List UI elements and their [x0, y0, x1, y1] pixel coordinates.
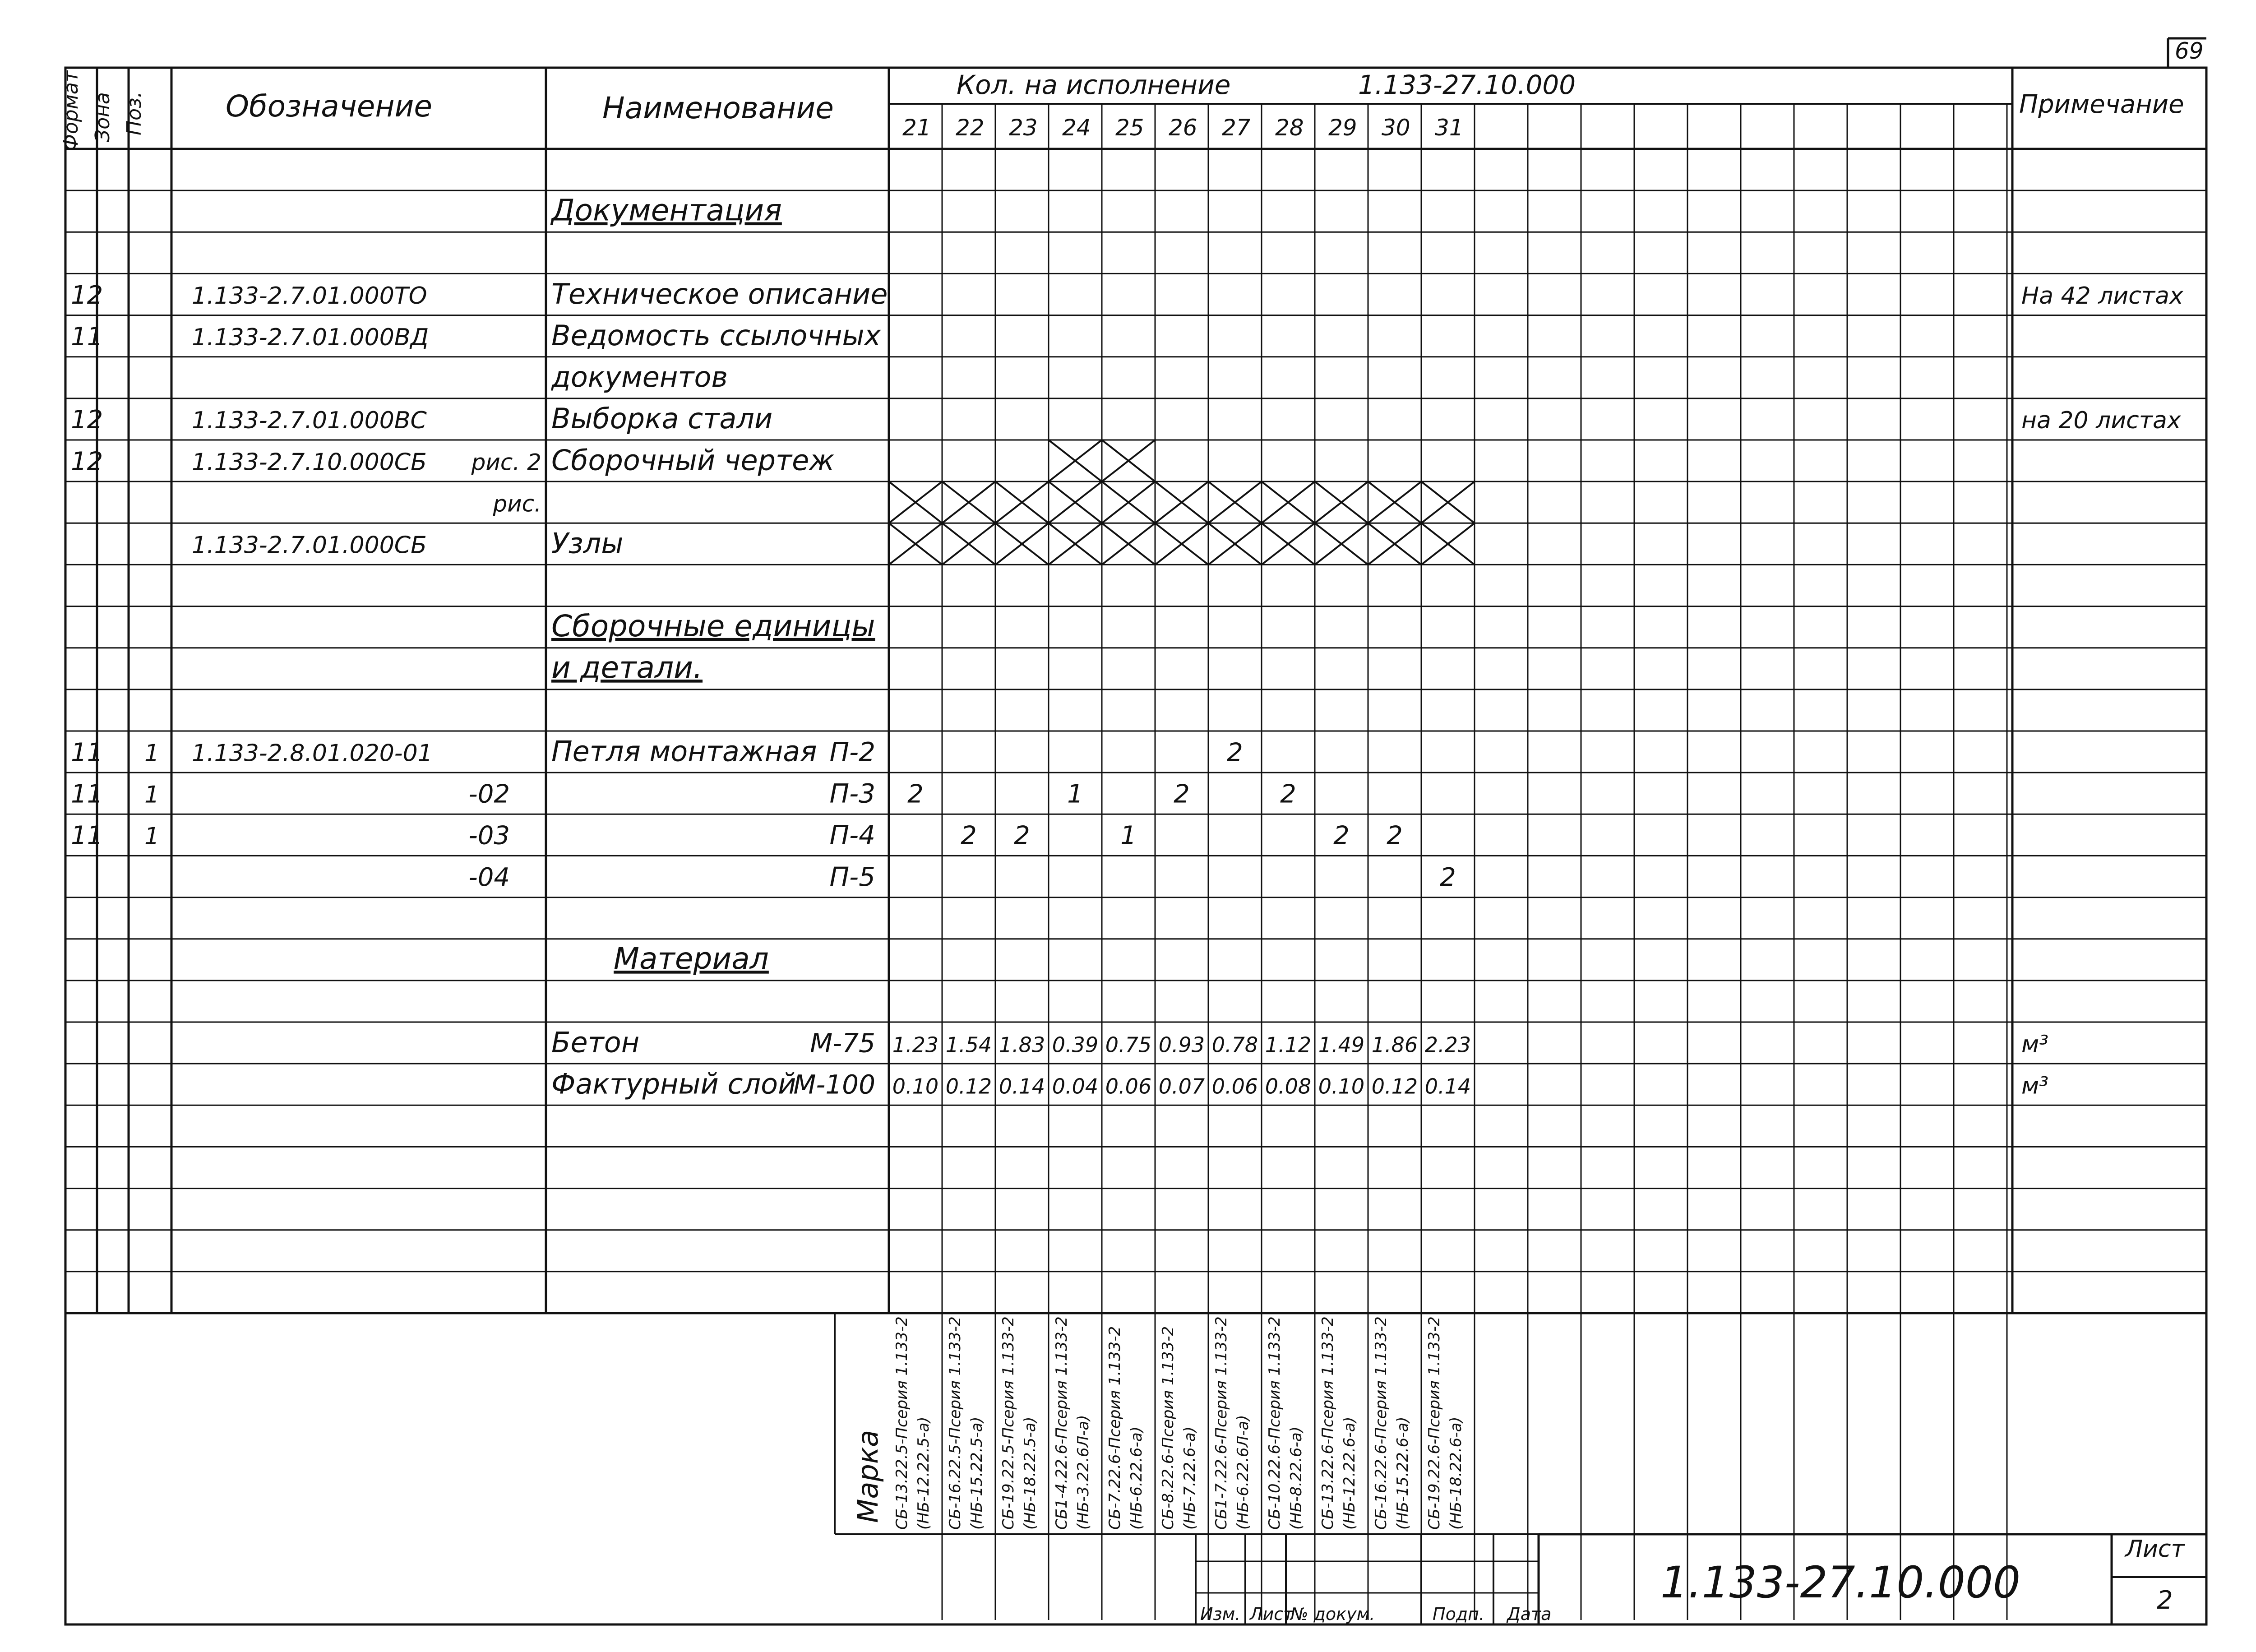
qty-cell: 0.14: [1424, 1074, 1471, 1099]
qty-cell: 2: [1174, 779, 1190, 809]
section-heading: и детали.: [551, 650, 703, 685]
row-format: 12: [71, 280, 103, 310]
variant-header: 21: [902, 115, 931, 141]
qty-cell: 0.75: [1105, 1032, 1152, 1057]
qty-cell: 0.10: [1318, 1074, 1365, 1099]
header-note: Примечание: [2019, 90, 2184, 119]
qty-cell: 0.07: [1158, 1074, 1205, 1099]
row-note: м³: [2021, 1072, 2049, 1100]
variant-headers: [902, 115, 1464, 141]
header-designation: Обозначение: [226, 89, 432, 124]
marka-entry: (НБ-12.22.6-а): [1341, 1416, 1359, 1530]
row-designation: -02: [468, 779, 510, 809]
marka-entry: СБ-10.22.6-Псерия 1.133-2: [1266, 1316, 1284, 1530]
variant-header: 24: [1062, 115, 1091, 141]
qty-cell: 2: [1333, 821, 1350, 851]
marka-entry: СБ1-4.22.6-Псерия 1.133-2: [1053, 1316, 1071, 1530]
qty-cell: 0.04: [1052, 1074, 1099, 1099]
variant-header: 31: [1435, 115, 1464, 141]
spec-rows: [71, 193, 2184, 1100]
marka-entry: (НБ-7.22.6-а): [1181, 1426, 1199, 1530]
row-position: 1: [144, 823, 160, 850]
row-designation: 1.133-2.7.01.000ТО: [192, 282, 427, 310]
row-note: на 20 листах: [2021, 407, 2181, 435]
row-designation: -03: [468, 821, 510, 851]
marka-entry: СБ-7.22.6-Псерия 1.133-2: [1106, 1326, 1124, 1530]
variant-header: 28: [1275, 115, 1304, 141]
qty-cell: 0.10: [892, 1074, 939, 1099]
row-format: 11: [71, 322, 103, 352]
row-name-mark: П-4: [829, 819, 875, 851]
stamp-list: Лист: [1250, 1604, 1294, 1624]
marka-entry: (НБ-3.22.6Л-а): [1074, 1415, 1092, 1530]
qty-cell: 0.78: [1211, 1032, 1258, 1057]
row-name: Ведомость ссылочных: [551, 319, 881, 352]
qty-cell: 0.06: [1211, 1074, 1258, 1099]
stamp-podp: Подп.: [1433, 1604, 1485, 1624]
marka-entry: СБ-19.22.5-Псерия 1.133-2: [999, 1316, 1017, 1530]
row-name: Бетон: [551, 1026, 640, 1059]
marka-entry: СБ-13.22.6-Псерия 1.133-2: [1319, 1316, 1337, 1530]
qty-cell: 0.12: [1371, 1074, 1418, 1099]
qty-cell: 1: [1067, 779, 1083, 809]
qty-cell: 1.12: [1265, 1032, 1312, 1057]
qty-cell: 2: [1440, 862, 1456, 892]
marka-entry: СБ-16.22.6-Псерия 1.133-2: [1372, 1316, 1390, 1530]
row-note: м³: [2021, 1031, 2049, 1058]
stamp-sheet-number: 2: [2157, 1586, 2173, 1615]
hatched-cells: [889, 440, 1475, 565]
row-note: На 42 листах: [2021, 282, 2183, 310]
marka-entry: СБ-13.22.5-Псерия 1.133-2: [893, 1316, 911, 1530]
row-name-mark: П-5: [829, 861, 875, 892]
row-name: Сборочный чертеж: [551, 444, 835, 477]
row-name-mark: М-100: [793, 1069, 875, 1100]
row-designation: 1.133-2.7.01.000ВД: [192, 324, 429, 351]
variant-header: 23: [1009, 115, 1038, 141]
section-heading: Материал: [614, 941, 769, 976]
row-format: 11: [71, 738, 103, 768]
row-name-mark: М-75: [810, 1027, 875, 1059]
qty-cell: 1.54: [945, 1032, 992, 1057]
page-number: 69: [2175, 38, 2204, 64]
marka-entry: СБ-8.22.6-Псерия 1.133-2: [1159, 1326, 1177, 1530]
row-designation: 1.133-2.7.01.000СБ: [192, 532, 427, 559]
row-name: Петля монтажная: [551, 735, 817, 768]
variant-header: 22: [956, 115, 985, 141]
qty-cell: 0.06: [1105, 1074, 1152, 1099]
row-name: документов: [551, 361, 728, 394]
variant-header: 30: [1382, 115, 1410, 141]
row-position: 1: [144, 781, 160, 809]
qty-cell: 2: [1280, 779, 1296, 809]
variant-header: 29: [1328, 115, 1357, 141]
header-pos: Поз.: [123, 91, 146, 135]
qty-cell: 1.86: [1371, 1032, 1418, 1057]
qty-cell: 2: [907, 779, 924, 809]
marka-entry: (НБ-15.22.6-а): [1394, 1416, 1412, 1530]
qty-cell: 0.39: [1052, 1032, 1099, 1057]
row-designation: 1.133-2.7.01.000ВС: [192, 407, 427, 435]
header-format: Формат: [60, 70, 83, 151]
stamp-ndoc: № докум.: [1290, 1604, 1375, 1624]
row-format: 11: [71, 779, 103, 809]
marka-entry: (НБ-6.22.6-а): [1128, 1426, 1146, 1530]
qty-cell: 2: [1014, 821, 1030, 851]
marka-label: Марка: [851, 1430, 884, 1523]
qty-cell: 2: [1227, 738, 1243, 768]
marka-entry: СБ-16.22.5-Псерия 1.133-2: [946, 1316, 964, 1530]
row-name-mark: П-2: [829, 736, 875, 768]
row-designation-suffix: рис.: [493, 491, 541, 517]
row-designation: 1.133-2.8.01.020-01: [192, 740, 433, 767]
qty-cell: 0.14: [999, 1074, 1045, 1099]
row-name-mark: П-3: [829, 778, 875, 809]
qty-cell: 2: [1387, 821, 1403, 851]
marka-entry: (НБ-15.22.5-а): [968, 1416, 986, 1530]
qty-cell: 1.83: [999, 1032, 1045, 1057]
marka-entry: (НБ-18.22.5-а): [1021, 1416, 1039, 1530]
qty-cell: 1: [1120, 821, 1137, 851]
qty-cell: 1.23: [892, 1032, 939, 1057]
row-designation: 1.133-2.7.10.000СБ: [192, 449, 427, 476]
row-position: 1: [144, 740, 160, 767]
row-format: 12: [71, 447, 103, 477]
stamp-document-code: 1.133-27.10.000: [1660, 1557, 2021, 1608]
title-block: [1200, 1536, 2185, 1624]
section-heading: Документация: [551, 193, 782, 228]
header-name: Наименование: [602, 91, 834, 125]
qty-cell: 0.08: [1265, 1074, 1312, 1099]
section-heading: Сборочные единицы: [551, 608, 875, 643]
variant-header: 26: [1169, 115, 1197, 141]
row-name: Техническое описание: [551, 277, 888, 310]
row-name: Узлы: [551, 527, 624, 560]
marka-entry: СБ-19.22.6-Псерия 1.133-2: [1425, 1316, 1443, 1530]
qty-cell: 2: [961, 821, 977, 851]
header-zone: Зона: [91, 92, 114, 142]
header-qty-label: Кол. на исполнение: [957, 69, 1231, 100]
row-designation: -04: [468, 862, 510, 892]
stamp-sheet-label: Лист: [2125, 1536, 2185, 1563]
qty-cell: 2.23: [1424, 1032, 1471, 1057]
stamp-data: Дата: [1507, 1604, 1552, 1624]
qty-cell: 1.49: [1318, 1032, 1365, 1057]
marka-entry: СБ1-7.22.6-Псерия 1.133-2: [1212, 1316, 1230, 1530]
row-format: 11: [71, 821, 103, 851]
stamp-izm: Изм.: [1200, 1604, 1241, 1624]
marka-entry: (НБ-8.22.6-а): [1287, 1426, 1305, 1530]
row-format: 12: [71, 405, 103, 435]
marka-entry: (НБ-18.22.6-а): [1447, 1416, 1465, 1530]
row-name: Фактурный слой: [551, 1067, 796, 1101]
variant-header: 27: [1222, 115, 1251, 141]
variant-header: 25: [1115, 115, 1144, 141]
marka-entry: (НБ-12.22.5-а): [915, 1416, 933, 1530]
qty-cell: 0.93: [1158, 1032, 1205, 1057]
header-qty-doc: 1.133-27.10.000: [1358, 69, 1576, 100]
marka-entry: (НБ-6.22.6Л-а): [1234, 1415, 1252, 1530]
qty-cell: 0.12: [945, 1074, 992, 1099]
row-name: Выборка стали: [551, 402, 773, 435]
row-designation-suffix: рис. 2: [471, 449, 541, 476]
marka-block: [851, 1316, 1465, 1530]
